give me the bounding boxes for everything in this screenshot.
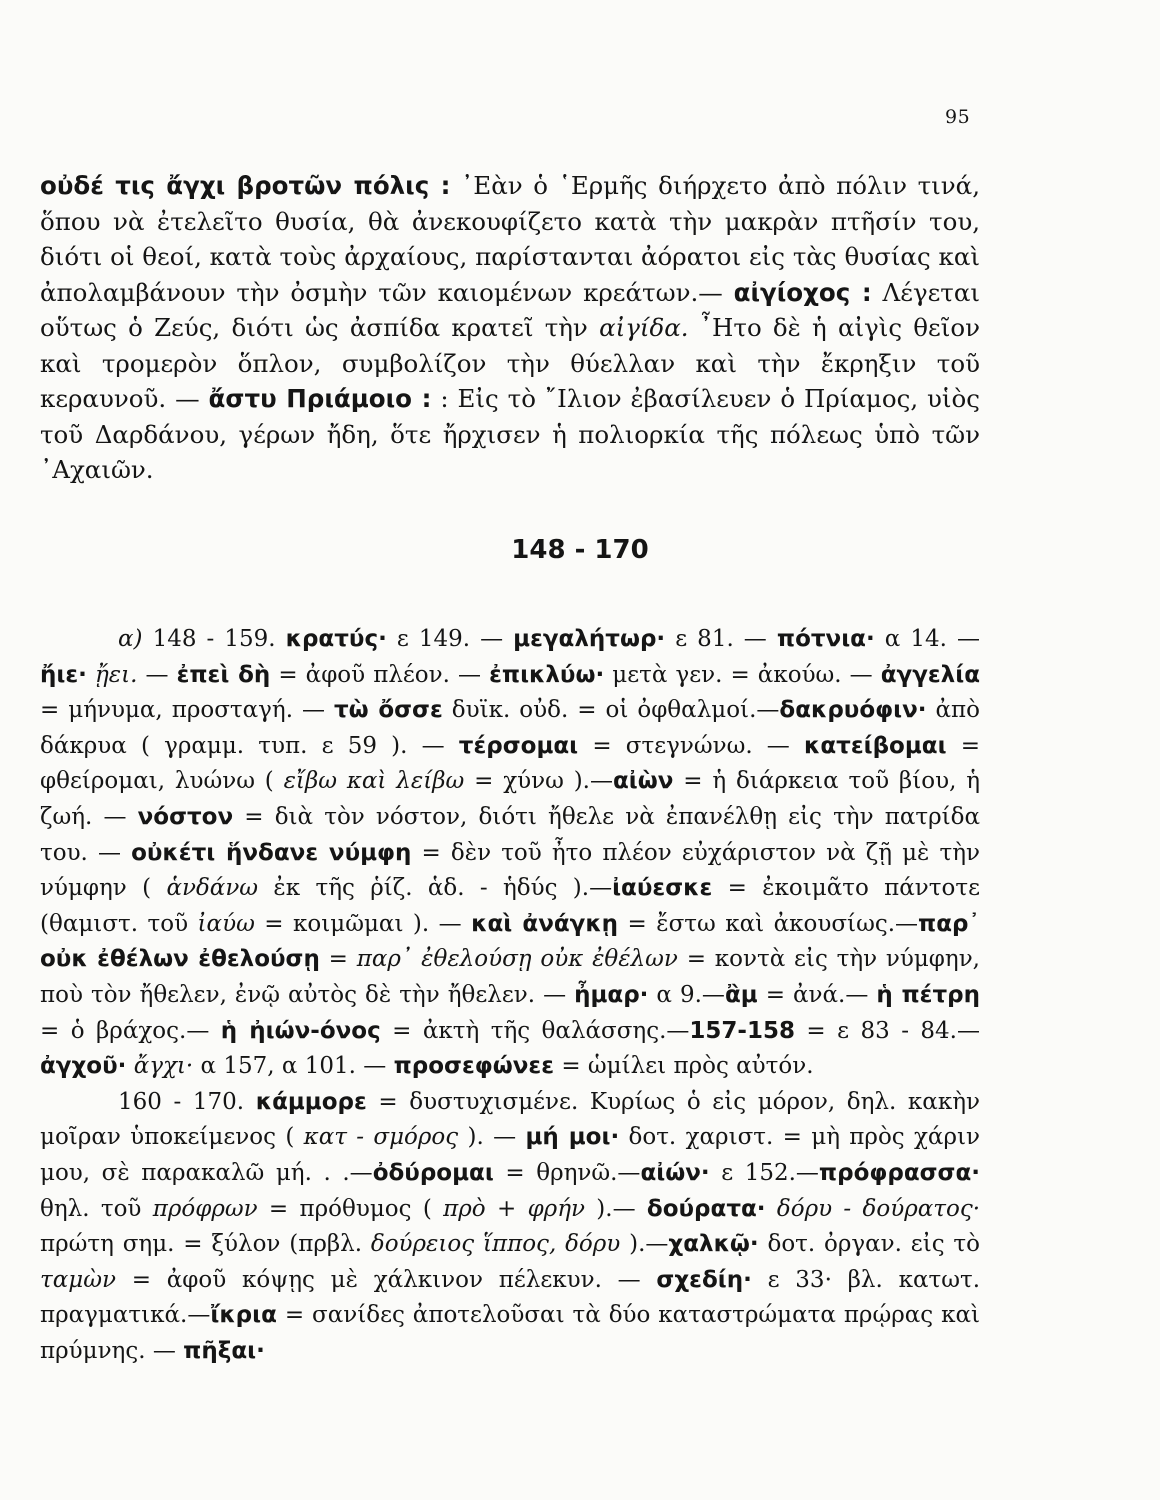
text-run: ε 81. —: [665, 626, 777, 652]
text-run: = κοιμῶμαι ). —: [254, 910, 472, 937]
italic-term: εἴβω καὶ λείβω: [283, 768, 465, 795]
text-run: πρώτη σημ. = ξύλον (πρβλ.: [40, 1231, 371, 1258]
text-run: μετὰ γεν. = ἀκούω. —: [604, 661, 881, 688]
italic-term: ἄγχι·: [133, 1053, 194, 1080]
lemma-term: ἡ ἠιών-όνος: [220, 1017, 381, 1044]
commentary-block-intro: [40, 168, 980, 488]
text-run: = ὁ βράχος.—: [40, 1017, 221, 1044]
text-run: ἐκ τῆς ῥίζ. ἁδ. - ἡδύς ).—: [258, 875, 613, 902]
text-run: 148 - 159.: [142, 626, 286, 652]
lemma-term: αἰγίοχος :: [733, 277, 872, 307]
text-run: = μήνυμα, προσταγή. —: [40, 697, 334, 724]
lemma-term: ὀδύρομαι: [372, 1159, 494, 1186]
text-run: : Εἰς τὸ ῎Ιλιον ἐβασίλευεν ὁ Πρίαμος, υἱὸς τοῦ Δαρδάνου, γέρων ἤδη, ὅτε ἤρχισεν ἡ πολιορκία τῆς πόλεως ὑπὸ τῶν ᾿Αχαιῶν.: [40, 384, 981, 484]
text-run: = πρόθυμος (: [257, 1195, 444, 1222]
text-run: [126, 1053, 133, 1079]
text-run: = θρηνῶ.—: [493, 1159, 641, 1186]
intro-paragraph: [40, 168, 980, 488]
lemma-term: πῆξαι·: [183, 1337, 265, 1364]
lemma-term: μή μοι·: [525, 1124, 620, 1151]
lemma-term: ἡ πέτρη: [876, 981, 980, 1008]
lemma-term: ἀγγελία: [880, 661, 981, 688]
text-run: ἀπὸ δάκρυα ( γραμμ. τυπ. ε 59 ). —: [40, 697, 980, 759]
lemma-term: ἤιε·: [40, 661, 87, 688]
text-run: α 157, α 101. —: [193, 1053, 394, 1080]
lemma-term: τὼ ὄσσε: [333, 697, 443, 724]
lemma-term: κατείβομαι: [804, 732, 947, 759]
italic-term: δόρυ - δούρατος·: [776, 1195, 981, 1222]
lemma-term: προσεφώνεε: [393, 1053, 555, 1080]
text-run: = ἀφοῦ κόψῃς μὲ χάλκινον πέλεκυν. —: [115, 1266, 657, 1293]
text-run: α 14. —: [874, 626, 980, 652]
paragraph-b: [40, 1085, 980, 1370]
lemma-term: παρ᾿ οὐκ ἐθέλων ἐθελούσῃ: [40, 910, 980, 973]
page-number: 95: [945, 106, 971, 128]
text-run: δοτ. ὀργαν. εἰς τὸ: [758, 1231, 980, 1258]
italic-term: πρόφρων: [152, 1195, 258, 1222]
text-run: α 9.—: [648, 981, 725, 1008]
text-run: = σανίδες ἀποτελοῦσαι τὰ δύο καταστρώματα πρῴρας καὶ πρύμνης. —: [40, 1302, 980, 1364]
lemma-term: ἐπικλύω·: [489, 661, 605, 688]
text-run: = δὲν τοῦ ἦτο πλέον εὐχάριστον νὰ ζῇ μὲ τὴν νύμφην (: [40, 839, 980, 902]
lemma-term: ἦμαρ·: [574, 981, 649, 1008]
text-run: = ε 83 - 84.—: [794, 1017, 980, 1044]
text-run: ε 152.—: [709, 1159, 819, 1186]
text-run: ῏Ητο δὲ ἡ αἰγὶς θεῖον καὶ τρομερὸν ὅπλον, συμβολίζον τὴν θύελλαν καὶ τὴν ἔκρηξιν τοῦ κεραυνοῦ. —: [40, 313, 980, 413]
text-run: = δυστυχισμένε. Κυρίως ὁ εἰς μόρον, δηλ. κακὴν μοῖραν ὑποκείμενος (: [40, 1088, 980, 1151]
lemma-term: ἴκρια: [210, 1302, 277, 1329]
text-run: ). —: [458, 1124, 526, 1151]
text-run: = κοντὰ εἰς τὴν νύμφην, ποὺ τὸν ἤθελεν, ἐνῷ αὐτὸς δὲ τὴν ἤθελεν. —: [40, 946, 980, 1008]
paragraph-a: [40, 622, 980, 1085]
text-run: = ἀφοῦ πλέον. —: [270, 661, 490, 688]
text-run: ).—: [584, 1195, 647, 1222]
text-run: = διὰ τὸν νόστον, διότι ἤθελε νὰ ἐπανέλθῃ εἰς τὴν πατρίδα του. —: [40, 803, 980, 866]
italic-term: παρ᾿ ἐθελούσῃ οὐκ ἐθέλων: [356, 946, 678, 973]
lemma-term: ἀγχοῦ·: [40, 1053, 127, 1080]
lemma-term: οὐδέ τις ἄγχι βροτῶν πόλις :: [40, 171, 451, 200]
text-run: [87, 662, 95, 688]
italic-term: ἁνδάνω: [166, 875, 259, 902]
text-run: 160 - 170.: [118, 1088, 256, 1115]
lemma-term: ἄστυ Πριάμοιο :: [208, 384, 432, 413]
text-run: = ἀκτὴ τῆς θαλάσσης.—: [380, 1017, 690, 1044]
text-run: Λέγεται οὕτως ὁ Ζεύς, διότι ὡς ἀσπίδα κρατεῖ τὴν: [40, 277, 980, 342]
lemma-term: καὶ ἀνάγκῃ: [471, 910, 619, 937]
text-run: δοτ. χαριστ. = μὴ πρὸς χάριν μου, σὲ παρακαλῶ μή. . .—: [40, 1124, 980, 1186]
lemma-term: σχεδίη·: [656, 1266, 752, 1293]
italic-term: ταμὼν: [40, 1266, 116, 1293]
lemma-term: δούρατα·: [646, 1195, 766, 1222]
section-heading: 148 - 170: [511, 535, 649, 565]
lemma-term: ἂμ: [724, 981, 758, 1008]
lemma-term: αἰὼν: [612, 768, 674, 795]
commentary-block-148-170: [40, 622, 980, 1369]
lemma-term: νόστον: [137, 803, 234, 830]
text-run: —: [137, 661, 177, 688]
italic-term: ἰαύω: [197, 910, 255, 937]
italic-term: πρὸ + φρήν: [443, 1195, 585, 1222]
lemma-term: τέρσομαι: [458, 732, 579, 759]
italic-term: αἰγίδα.: [599, 313, 689, 342]
lemma-term: 157-158: [689, 1017, 795, 1044]
lemma-term: οὐκέτι ἥνδανε νύμφη: [131, 839, 412, 866]
text-run: ᾿Εὰν ὁ ῾Ερμῆς διήρχετο ἀπὸ πόλιν τινά, ὅπου νὰ ἐτελεῖτο θυσία, θὰ ἀνεκουφίζετο κατὰ τὴν μακρὰν πτῆσίν του, διότι οἱ θεοί, κατὰ τοὺς ἀρχαίους, παρίστανται ἀόρατοι εἰς τὰς θυσίας καὶ ἀπολαμβάνουν τὴν ὀσμὴν τῶν καιομένων κρεάτων.—: [40, 171, 980, 307]
text-run: =: [319, 946, 357, 973]
text-run: ε 33· βλ. κατωτ. πραγματικά.—: [40, 1266, 981, 1329]
lemma-term: χαλκῷ·: [668, 1231, 759, 1258]
lemma-term: πότνια·: [776, 626, 875, 652]
text-run: ε 149. —: [386, 626, 514, 652]
text-run: = στεγνώνω. —: [578, 732, 804, 759]
italic-term: ᾔει.: [94, 661, 138, 688]
lemma-term: αἰών·: [640, 1159, 710, 1186]
lemma-term: κρατύς·: [285, 626, 387, 652]
text-run: = ὡμίλει πρὸς αὐτόν.: [554, 1053, 814, 1080]
text-run: [766, 1196, 777, 1222]
text-run: = ἐκοιμᾶτο πάντοτε (θαμιστ. τοῦ: [40, 875, 981, 937]
lemma-term: πρόφρασσα·: [818, 1159, 981, 1186]
text-run: = φθείρομαι, λυώνω (: [40, 732, 980, 795]
text-run: δυϊκ. οὐδ. = οἱ ὀφθαλμοί.—: [442, 697, 780, 724]
lemma-term: ἐπεὶ δὴ: [176, 661, 271, 688]
text-run: = χύνω ).—: [464, 768, 613, 795]
lemma-term: δακρυόφιν·: [779, 697, 927, 724]
italic-term: δούρειος ἵππος, δόρυ: [370, 1231, 621, 1258]
italic-term: κατ - σμόρος: [303, 1124, 459, 1151]
text-run: = ἔστω καὶ ἀκουσίως.—: [618, 910, 919, 937]
text-run: = ἀνά.—: [757, 981, 877, 1008]
text-run: θηλ. τοῦ: [40, 1195, 153, 1222]
italic-term: α): [118, 626, 143, 652]
lemma-term: μεγαλήτωρ·: [513, 626, 666, 652]
text-run: = ἡ διάρκεια τοῦ βίου, ἡ ζωή. —: [40, 768, 980, 830]
lemma-term: ἰαύεσκε: [612, 875, 713, 902]
lemma-term: κάμμορε: [255, 1088, 367, 1115]
text-run: ).—: [620, 1231, 669, 1258]
